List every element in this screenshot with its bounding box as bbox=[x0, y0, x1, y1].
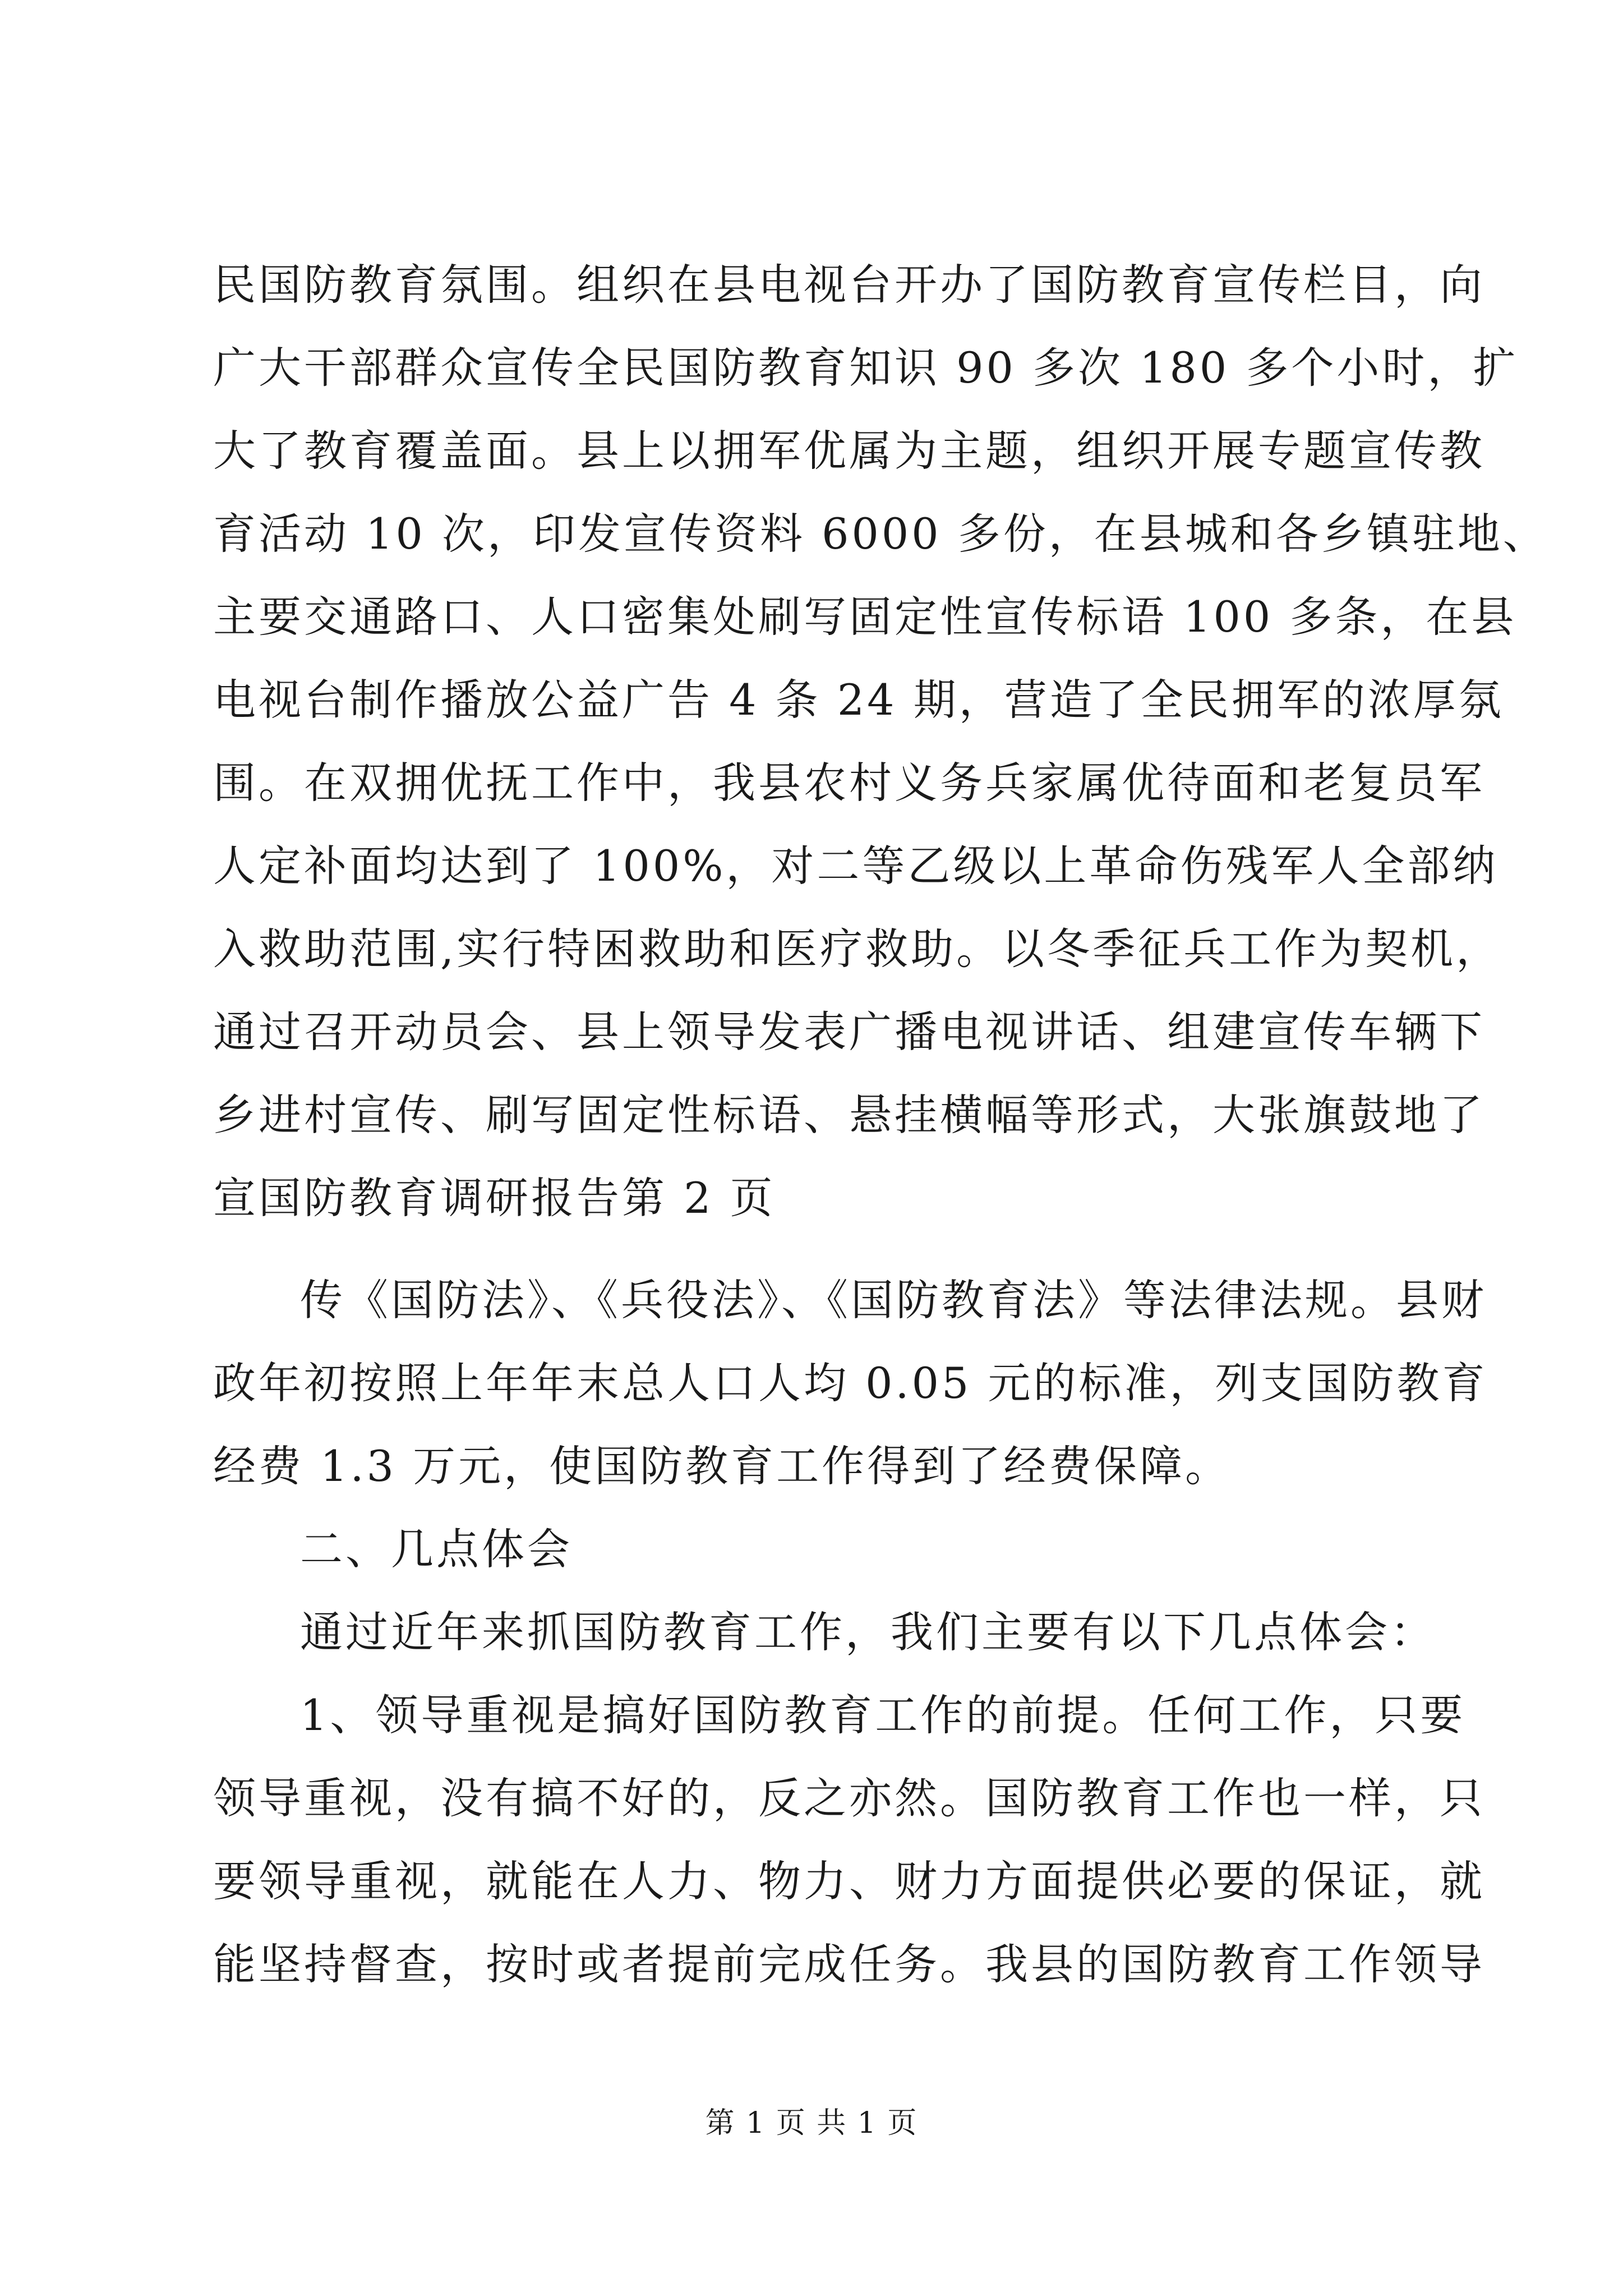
page-break-heading: 宣国防教育调研报告第 2 页 bbox=[213, 1173, 776, 1223]
text-line: 电视台制作播放公益广告 4 条 24 期，营造了全民拥军的浓厚氛 bbox=[213, 675, 1504, 725]
text-line: 传《国防法》、《兵役法》、《国防教育法》等法律法规。县财 bbox=[300, 1275, 1487, 1325]
text-line: 主要交通路口、人口密集处刷写固定性宣传标语 100 多条，在县 bbox=[213, 592, 1517, 642]
text-line: 经费 1.3 万元，使国防教育工作得到了经费保障。 bbox=[213, 1441, 1231, 1491]
text-line: 通过召开动员会、县上领导发表广播电视讲话、组建宣传车辆下 bbox=[213, 1007, 1485, 1057]
text-line: 围。在双拥优抚工作中，我县农村义务兵家属优待面和老复员军 bbox=[213, 758, 1485, 808]
text-line: 人定补面均达到了 100%，对二等乙级以上革命伤残军人全部纳 bbox=[213, 841, 1498, 891]
text-line: 大了教育覆盖面。县上以拥军优属为主题，组织开展专题宣传教 bbox=[213, 426, 1485, 476]
page-footer: 第 1 页 共 1 页 bbox=[705, 2106, 918, 2140]
text-line: 入救助范围,实行特困救助和医疗救助。以冬季征兵工作为契机， bbox=[213, 924, 1502, 974]
text-line: 乡进村宣传、刷写固定性标语、悬挂横幅等形式，大张旗鼓地了 bbox=[213, 1090, 1485, 1140]
text-line: 民国防教育氛围。组织在县电视台开办了国防教育宣传栏目，向 bbox=[213, 260, 1485, 310]
section-heading: 二、几点体会 bbox=[300, 1524, 573, 1574]
text-line: 能坚持督查，按时或者提前完成任务。我县的国防教育工作领导 bbox=[213, 1939, 1485, 1989]
text-line: 通过近年来抓国防教育工作，我们主要有以下几点体会： bbox=[300, 1607, 1436, 1657]
text-line: 1、领导重视是搞好国防教育工作的前提。任何工作，只要 bbox=[300, 1690, 1466, 1740]
text-line: 育活动 10 次，印发宣传资料 6000 多份，在县城和各乡镇驻地、 bbox=[213, 509, 1548, 559]
text-line: 广大干部群众宣传全民国防教育知识 90 多次 180 多个小时，扩 bbox=[213, 343, 1519, 393]
text-line: 要领导重视，就能在人力、物力、财力方面提供必要的保证，就 bbox=[213, 1856, 1485, 1906]
text-line: 政年初按照上年年末总人口人均 0.05 元的标准，列支国防教育 bbox=[213, 1358, 1488, 1408]
text-line: 领导重视，没有搞不好的，反之亦然。国防教育工作也一样，只 bbox=[213, 1773, 1485, 1823]
